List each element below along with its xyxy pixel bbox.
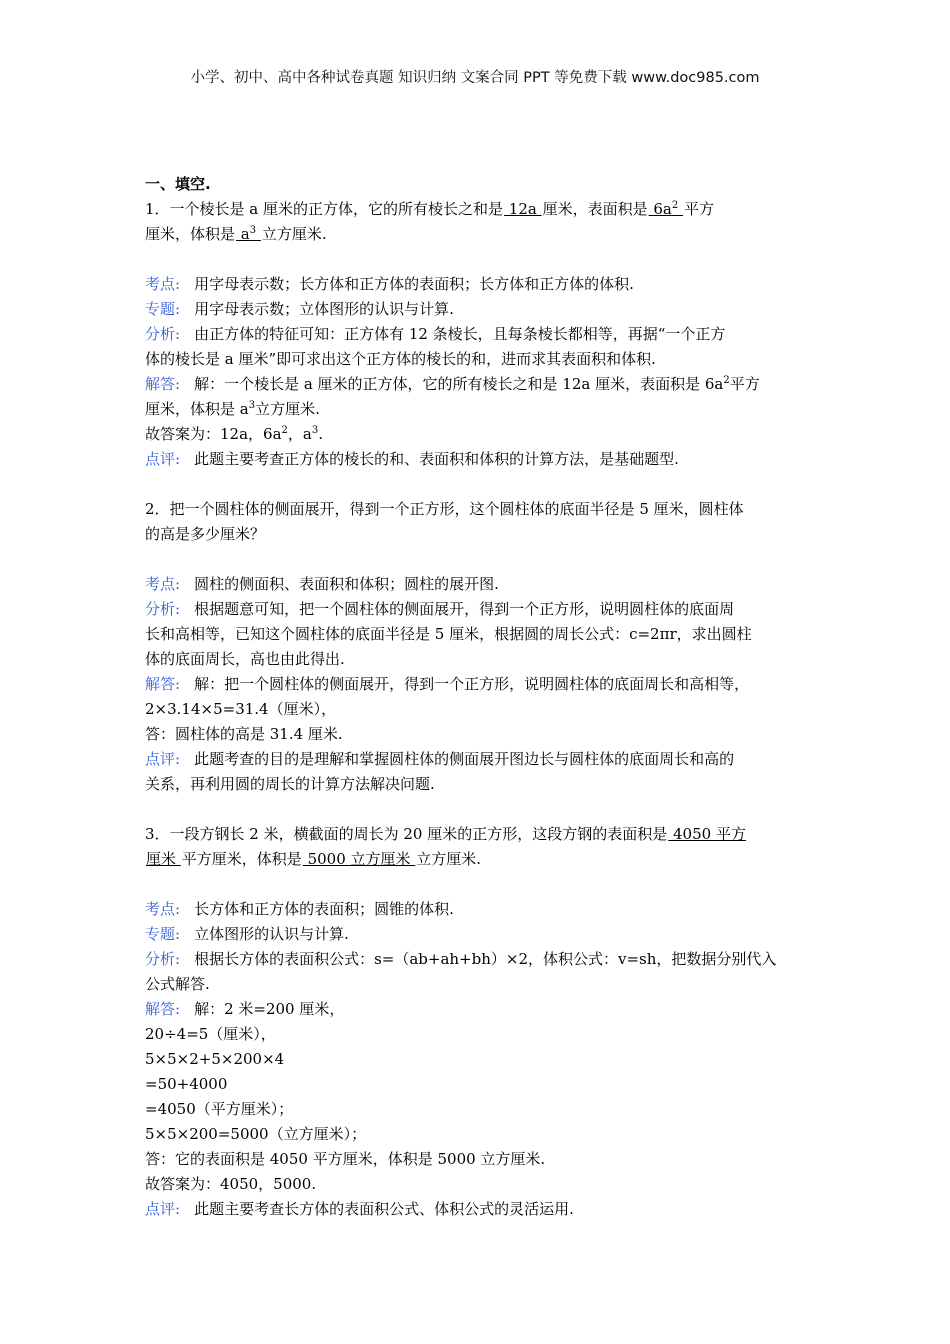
zhuanti-label: 专题: (145, 925, 181, 943)
q1-blank-2-tail (678, 200, 683, 218)
q1-dianping-text: 此题主要考查正方体的棱长的和、表面积和体积的计算方法，是基础题型. (194, 450, 679, 468)
jieda-label: 解答: (145, 375, 181, 393)
q1-fenxi-cont: 体的棱长是 a 厘米”即可求出这个正方体的棱长的和，进而求其表面积和体积. (145, 350, 656, 368)
q1-blank-2 (648, 200, 684, 218)
question-1-line-1 (145, 197, 810, 222)
q3-blank-1b: 厘米 (146, 850, 181, 868)
q2-fenxi (145, 597, 810, 622)
q3-answer: 故答案为：4050，5000. (145, 1175, 317, 1193)
q2-jieda-text-1: 解：把一个圆柱体的侧面展开，得到一个正方形，说明圆柱体的底面周长和高相等， (194, 675, 750, 693)
q3-text-a: 3．一段方钢长 2 米，横截面的周长为 20 厘米的正方形，这段方钢的表面积是 (145, 825, 668, 843)
q1-kaodian (145, 272, 810, 297)
q2-fenxi-cont-2: 体的底面周长，高也由此得出. (145, 650, 345, 668)
q1-text-2a: 厘米，体积是 (145, 225, 236, 243)
dianping-label: 点评: (145, 750, 181, 768)
q1-jieda-cont (145, 397, 810, 422)
q3-dianping-text: 此题主要考查长方体的表面积公式、体积公式的灵活运用. (194, 1200, 574, 1218)
zhuanti-label: 专题: (145, 300, 181, 318)
dianping-label: 点评: (145, 450, 181, 468)
q2-jieda-cont-1: 2×3.14×5=31.4（厘米）， (145, 700, 337, 718)
jieda-label: 解答: (145, 675, 181, 693)
q1-blank-3 (235, 225, 262, 243)
q1-jieda-text-2a: 厘米，体积是 a (145, 400, 249, 418)
fenxi-label: 分析: (145, 600, 181, 618)
spacer (145, 797, 810, 822)
q2-kaodian-text: 圆柱的侧面积、表面积和体积；圆柱的展开图. (194, 575, 499, 593)
q2-dianping (145, 747, 810, 772)
q3-fenxi-cont: 公式解答. (145, 975, 210, 993)
q3-zhuanti-text: 立体图形的认识与计算. (194, 925, 349, 943)
q1-answer-sup-1: 2 (281, 425, 288, 436)
q1-jieda-text-1a: 解：一个棱长是 a 厘米的正方体，它的所有棱长之和是 12a 厘米，表面积是 6a (194, 375, 724, 393)
q1-blank-1-text: 12a (504, 200, 542, 218)
spacer (145, 247, 810, 272)
q1-fenxi-text-1: 由正方体的特征可知：正方体有 12 条棱长，且每条棱长都相等，再据“一个正方 (194, 325, 726, 343)
q1-text-a: 1．一个棱长是 a 厘米的正方体，它的所有棱长之和是 (145, 200, 504, 218)
jieda-label: 解答: (145, 1000, 181, 1018)
q1-blank-3-sup: 3 (249, 225, 257, 236)
q2-dianping-cont: 关系，再利用圆的周长的计算方法解决问题. (145, 775, 435, 793)
question-3-line-1 (145, 822, 810, 847)
question-2-line-1: 2．把一个圆柱体的侧面展开，得到一个正方形，这个圆柱体的底面半径是 5 厘米，圆柱体 (145, 500, 744, 518)
q2-dianping-text-1: 此题考查的目的是理解和掌握圆柱体的侧面展开图边长与圆柱体的底面周长和高的 (194, 750, 735, 768)
q3-text-c: 立方厘米. (416, 850, 482, 868)
q3-jieda-text-1: 解：2 米=200 厘米， (194, 1000, 345, 1018)
q1-text-c: 平方 (684, 200, 715, 218)
q2-fenxi-text-1: 根据题意可知，把一个圆柱体的侧面展开，得到一个正方形，说明圆柱体的底面周 (194, 600, 735, 618)
question-2-line-2: 的高是多少厘米？ (145, 525, 266, 543)
q1-zhuanti-text: 用字母表示数；立体图形的认识与计算. (194, 300, 454, 318)
q1-jieda (145, 372, 810, 397)
q3-fenxi-text-1: 根据长方体的表面积公式：s=（ab+ah+bh）×2，体积公式：v=sh，把数据分别代入 (194, 950, 777, 968)
page-header: 小学、初中、高中各种试卷真题 知识归纳 文案合同 PPT 等免费下载 www.doc985.com (190, 70, 760, 86)
spacer (145, 547, 810, 572)
q3-jieda-step-7: 答：它的表面积是 4050 平方厘米，体积是 5000 立方厘米. (145, 1150, 546, 1168)
q1-kaodian-text: 用字母表示数；长方体和正方体的表面积；长方体和正方体的体积. (194, 275, 634, 293)
q3-text-b: 平方厘米，体积是 (181, 850, 302, 868)
q1-text-b: 厘米，表面积是 (542, 200, 648, 218)
q1-answer (145, 422, 810, 447)
q3-kaodian (145, 897, 810, 922)
q1-blank-3-base: a (236, 225, 250, 243)
q1-fenxi (145, 322, 810, 347)
q3-kaodian-text: 长方体和正方体的表面积；圆锥的体积. (194, 900, 454, 918)
q3-zhuanti (145, 922, 810, 947)
q2-kaodian (145, 572, 810, 597)
kaodian-label: 考点: (145, 575, 181, 593)
q3-jieda-step-5: =4050（平方厘米）； (145, 1100, 294, 1118)
q3-jieda-step-6: 5×5×200=5000（立方厘米）； (145, 1125, 367, 1143)
q3-fenxi (145, 947, 810, 972)
q1-blank-2-base: 6a (648, 200, 672, 218)
question-1-line-2 (145, 222, 810, 247)
q3-jieda-step-2: 20÷4=5（厘米）， (145, 1025, 276, 1043)
document-body (145, 172, 810, 1222)
q2-jieda-cont-2: 答：圆柱体的高是 31.4 厘米. (145, 725, 343, 743)
q1-jieda-text-2b: 立方厘米. (255, 400, 320, 418)
q3-blank-2: 5000 立方厘米 (302, 850, 416, 868)
fenxi-label: 分析: (145, 325, 181, 343)
q1-answer-a: 故答案为：12a，6a (145, 425, 282, 443)
q1-answer-b: ，a (287, 425, 312, 443)
q1-answer-c: . (318, 425, 324, 443)
q1-jieda-text-1b: 平方 (729, 375, 760, 393)
question-3-line-2 (145, 847, 810, 872)
q3-jieda-step-3: 5×5×2+5×200×4 (145, 1050, 285, 1068)
q1-zhuanti (145, 297, 810, 322)
q1-jieda-sup-2: 3 (248, 400, 256, 411)
q2-jieda (145, 672, 810, 697)
q1-blank-2-sup: 2 (671, 200, 679, 211)
q3-blank-1a: 4050 平方 (668, 825, 746, 843)
q1-blank-1 (503, 200, 543, 218)
q1-answer-sup-2: 3 (311, 425, 319, 436)
q1-jieda-sup-1: 2 (723, 375, 730, 386)
section-title: 一、填空. (145, 175, 211, 193)
spacer (145, 872, 810, 897)
q1-dianping (145, 447, 810, 472)
kaodian-label: 考点: (145, 275, 181, 293)
q2-fenxi-cont-1: 长和高相等，已知这个圆柱体的底面半径是 5 厘米，根据圆的周长公式：c=2πr，求出圆柱 (145, 625, 752, 643)
dianping-label: 点评: (145, 1200, 181, 1218)
fenxi-label: 分析: (145, 950, 181, 968)
q1-blank-3-tail (256, 225, 261, 243)
spacer (145, 472, 810, 497)
q3-jieda (145, 997, 810, 1022)
q3-jieda-step-4: =50+4000 (145, 1075, 228, 1093)
q3-dianping (145, 1197, 810, 1222)
q1-text-2b: 立方厘米. (261, 225, 327, 243)
kaodian-label: 考点: (145, 900, 181, 918)
